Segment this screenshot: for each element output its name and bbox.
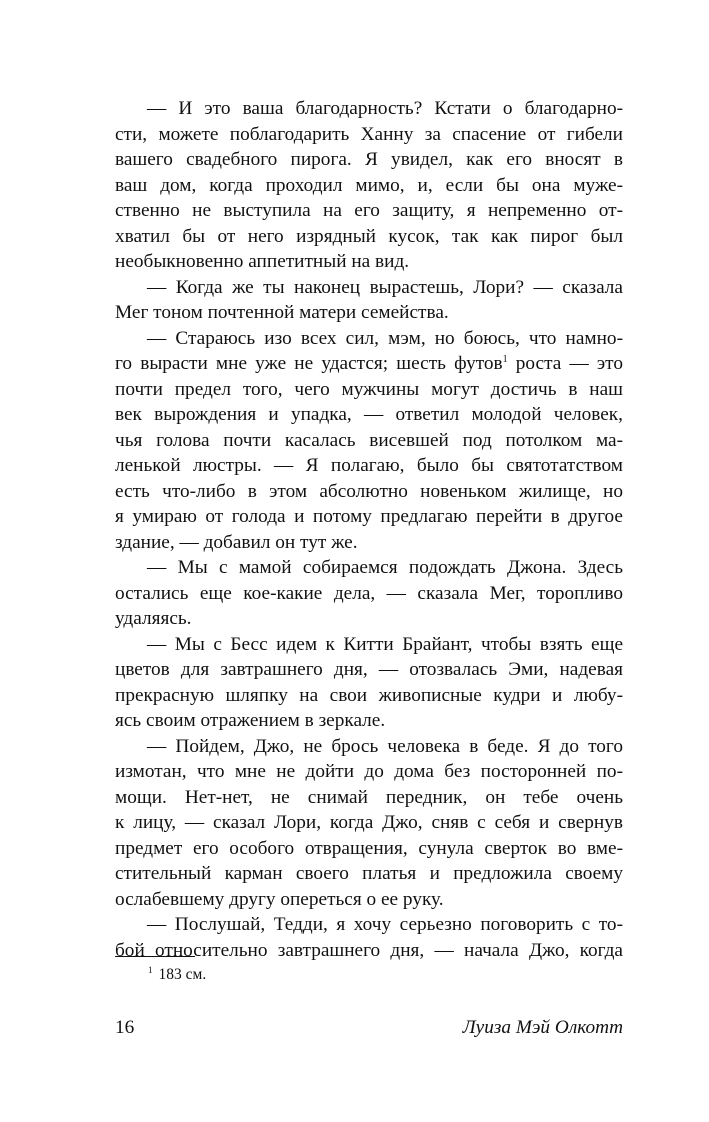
text-line <box>115 836 623 862</box>
text-line <box>115 479 623 505</box>
text-line <box>115 249 623 275</box>
text-line-content: — Когда же ты наконец вырастешь, Лори? — сказала <box>147 276 623 298</box>
text-line-content: измотан, что мне не дойти до дома без посторонней по- <box>115 761 623 782</box>
text-line <box>115 428 623 454</box>
text-line-continuation: роста — это <box>507 353 623 374</box>
text-line-content: ственно не выступила на его защиту, я непременно от- <box>115 200 623 221</box>
text-line-content: удаляясь. <box>115 608 192 629</box>
text-line-content: остались еще кое-какие дела, — сказала Мег, торопливо <box>115 582 623 604</box>
text-line-content: ослабевшему другу опереться о ее руку. <box>115 888 444 910</box>
text-line <box>115 632 623 658</box>
text-line <box>115 912 623 938</box>
text-line-content: ясь своим отражением в зеркале. <box>115 710 386 731</box>
text-line-content: Мег тоном почтенной матери семейства. <box>115 302 449 323</box>
text-line <box>115 275 623 301</box>
text-line <box>115 810 623 836</box>
text-line <box>115 530 623 556</box>
text-line-content: есть что-либо в этом абсолютно новеньком жилище, но <box>115 480 623 502</box>
text-line <box>115 96 623 122</box>
footnote <box>148 960 206 985</box>
text-line <box>115 326 623 352</box>
text-line-content: почти предел того, чего мужчины могут достичь в наш <box>115 378 623 400</box>
text-line <box>115 402 623 428</box>
running-head: Луиза Мэй Олкотт <box>462 1017 623 1038</box>
text-line-content: к лицу, — сказал Лори, когда Джо, сняв с себя и свернув <box>115 812 623 833</box>
text-line-content: го вырасти мне уже не удастся; шесть футов <box>115 353 503 374</box>
footnote-reference: 1 <box>502 354 508 365</box>
text-line-content: бой относительно завтрашнего дня, — начала Джо, когда <box>115 939 623 961</box>
text-line <box>115 683 623 709</box>
page-number: 16 <box>115 1017 135 1038</box>
text-line-content: прекрасную шляпку на свои живописные кудри и любу- <box>115 684 623 706</box>
text-line-content: — И это ваша благодарность? Кстати о благодарно- <box>147 98 623 119</box>
text-line <box>115 861 623 887</box>
text-line <box>115 581 623 607</box>
text-line-content: здание, — добавил он тут же. <box>115 531 358 553</box>
text-line-content: хватил бы от него изрядный кусок, так как пирог был <box>115 225 623 247</box>
body-text <box>115 96 623 963</box>
text-line-content: ваш дом, когда проходил мимо, и, если бы она муже- <box>115 174 623 196</box>
text-line <box>115 708 623 734</box>
text-line <box>115 173 623 199</box>
text-line-content: я умираю от голода и потому предлагаю перейти в другое <box>115 506 623 527</box>
text-line <box>115 657 623 683</box>
footnote-marker: 1 <box>148 965 153 975</box>
text-line <box>115 122 623 148</box>
text-line <box>115 759 623 785</box>
text-line <box>115 147 623 173</box>
text-line-content: мощи. Нет-нет, не снимай передник, он тебе очень <box>115 786 623 808</box>
text-line <box>115 377 623 403</box>
text-line-content: — Пойдем, Джо, не брось человека в беде. Я до того <box>147 735 623 757</box>
text-line-content: сти, можете поблагодарить Ханну за спасение от гибели <box>115 123 623 145</box>
text-line-content: — Мы с Бесс идем к Китти Брайант, чтобы взять еще <box>147 633 623 655</box>
text-line <box>115 785 623 811</box>
text-line-content: век вырождения и упадка, — ответил молодой человек, <box>115 404 623 425</box>
text-line-content: — Послушай, Тедди, я хочу серьезно поговорить с то- <box>147 914 623 935</box>
footnote-text: 183 см. <box>158 966 207 983</box>
text-line <box>115 224 623 250</box>
text-line-content: ленькой люстры. — Я полагаю, было бы святотатством <box>115 455 623 476</box>
text-line-content: стительный карман своего платья и предложила своему <box>115 863 623 884</box>
text-line-content: вашего свадебного пирога. Я увидел, как его вносят в <box>115 149 623 170</box>
text-line-content: необыкновенно аппетитный на вид. <box>115 251 410 272</box>
text-line <box>115 887 623 913</box>
text-line <box>115 504 623 530</box>
text-line <box>115 198 623 224</box>
text-line-content: цветов для завтрашнего дня, — отозвалась Эми, надевая <box>115 659 623 680</box>
text-line-content: предмет его особого отвращения, сунула сверток во вме- <box>115 837 623 859</box>
text-line <box>115 606 623 632</box>
text-line <box>115 555 623 581</box>
text-line-content: — Мы с мамой собираемся подождать Джона. Здесь <box>147 557 623 578</box>
text-line <box>115 453 623 479</box>
text-line-content: чья голова почти касалась висевшей под потолком ма- <box>115 429 623 451</box>
footnote-rule <box>115 956 195 957</box>
text-line-content: — Стараюсь изо всех сил, мэм, но боюсь, что намно- <box>147 327 623 349</box>
text-line <box>115 300 623 326</box>
text-line <box>115 351 623 377</box>
text-line <box>115 734 623 760</box>
